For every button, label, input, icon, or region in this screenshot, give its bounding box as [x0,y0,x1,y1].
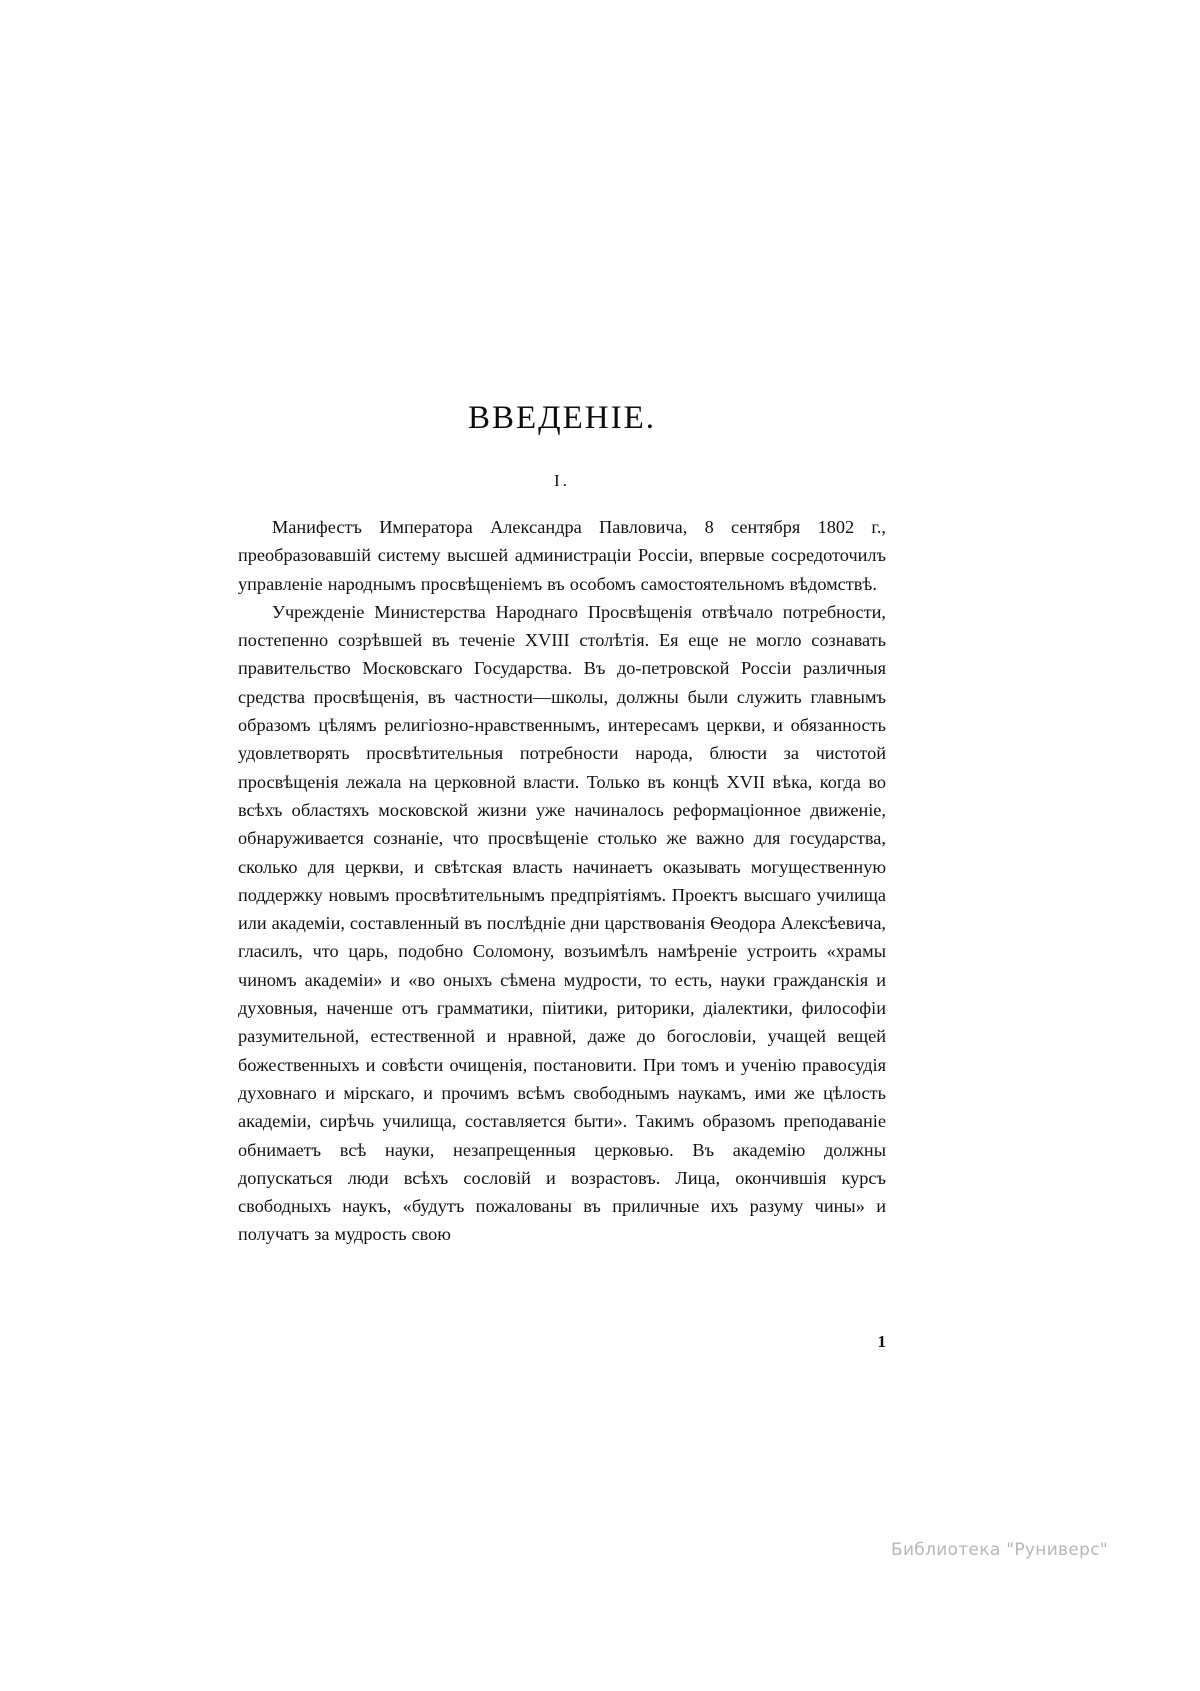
page-content [238,400,886,1249]
body-paragraph: Манифестъ Императора Александра Павловича, 8 сентября 1802 г., преобразовавшій систему высшей администраціи Россіи, впервые сосредоточилъ управленіе народнымъ просвѣщеніемъ въ особомъ самостоятельномъ вѣдомствѣ. [238,517,886,594]
library-watermark: Библиотека "Руниверс" [891,1540,1108,1560]
page-number: 1 [877,1332,886,1351]
page-title: ВВЕДЕНІЕ. [467,400,657,436]
body-paragraph: Учрежденіе Министерства Народнаго Просвѣщенія отвѣчало потребности, постепенно созрѣвшей въ теченіе XVIII столѣтія. Ея еще не могло сознавать правительство Московскаго Государства. Въ до-петровской Россіи различныя средства просвѣщенія, въ частности—школы, должны были служить главнымъ образомъ цѣлямъ религіозно-нравственнымъ, интересамъ церкви, и обязанность удовлетворять просвѣтительныя потребности народа, блюсти за чистотой просвѣщенія лежала на церковной власти. Только въ концѣ XVII вѣка, когда во всѣхъ областяхъ московской жизни уже начиналось реформаціонное движеніе, обнаруживается сознаніе, что просвѣщеніе столько же важно для государства, сколько для церкви, и свѣтская власть начинаетъ оказывать могущественную поддержку новымъ просвѣтительнымъ предпріятіямъ. Проектъ высшаго училища или академіи, составленный въ послѣдніе дни царствованія Ѳеодора Алексѣевича, гласилъ, что царь, подобно Соломону, возъимѣлъ намѣреніе устроить «храмы чиномъ академіи» и «во оныхъ сѣмена мудрости, то есть, науки гражданскія и духовныя, наченше отъ грамматики, піитики, риторики, діалектики, философіи разумительной, естественной и нравной, даже до богословіи, учащей вещей божественныхъ и совѣсти очищенія, постановити. При томъ и ученію правосудія духовнаго и мірскаго, и прочимъ всѣмъ свободнымъ наукамъ, ими же цѣлость академіи, сирѣчь училища, составляется быти». Такимъ образомъ преподаваніе обнимаетъ всѣ науки, незапрещенныя церковью. Въ академію должны допускаться люди всѣхъ сословій и возрастовъ. Лица, окончившія курсъ свободныхъ наукъ, «будутъ пожалованы въ приличные ихъ разуму чины» и получатъ за мудрость свою [238,601,886,1245]
section-number: I. [554,471,570,490]
